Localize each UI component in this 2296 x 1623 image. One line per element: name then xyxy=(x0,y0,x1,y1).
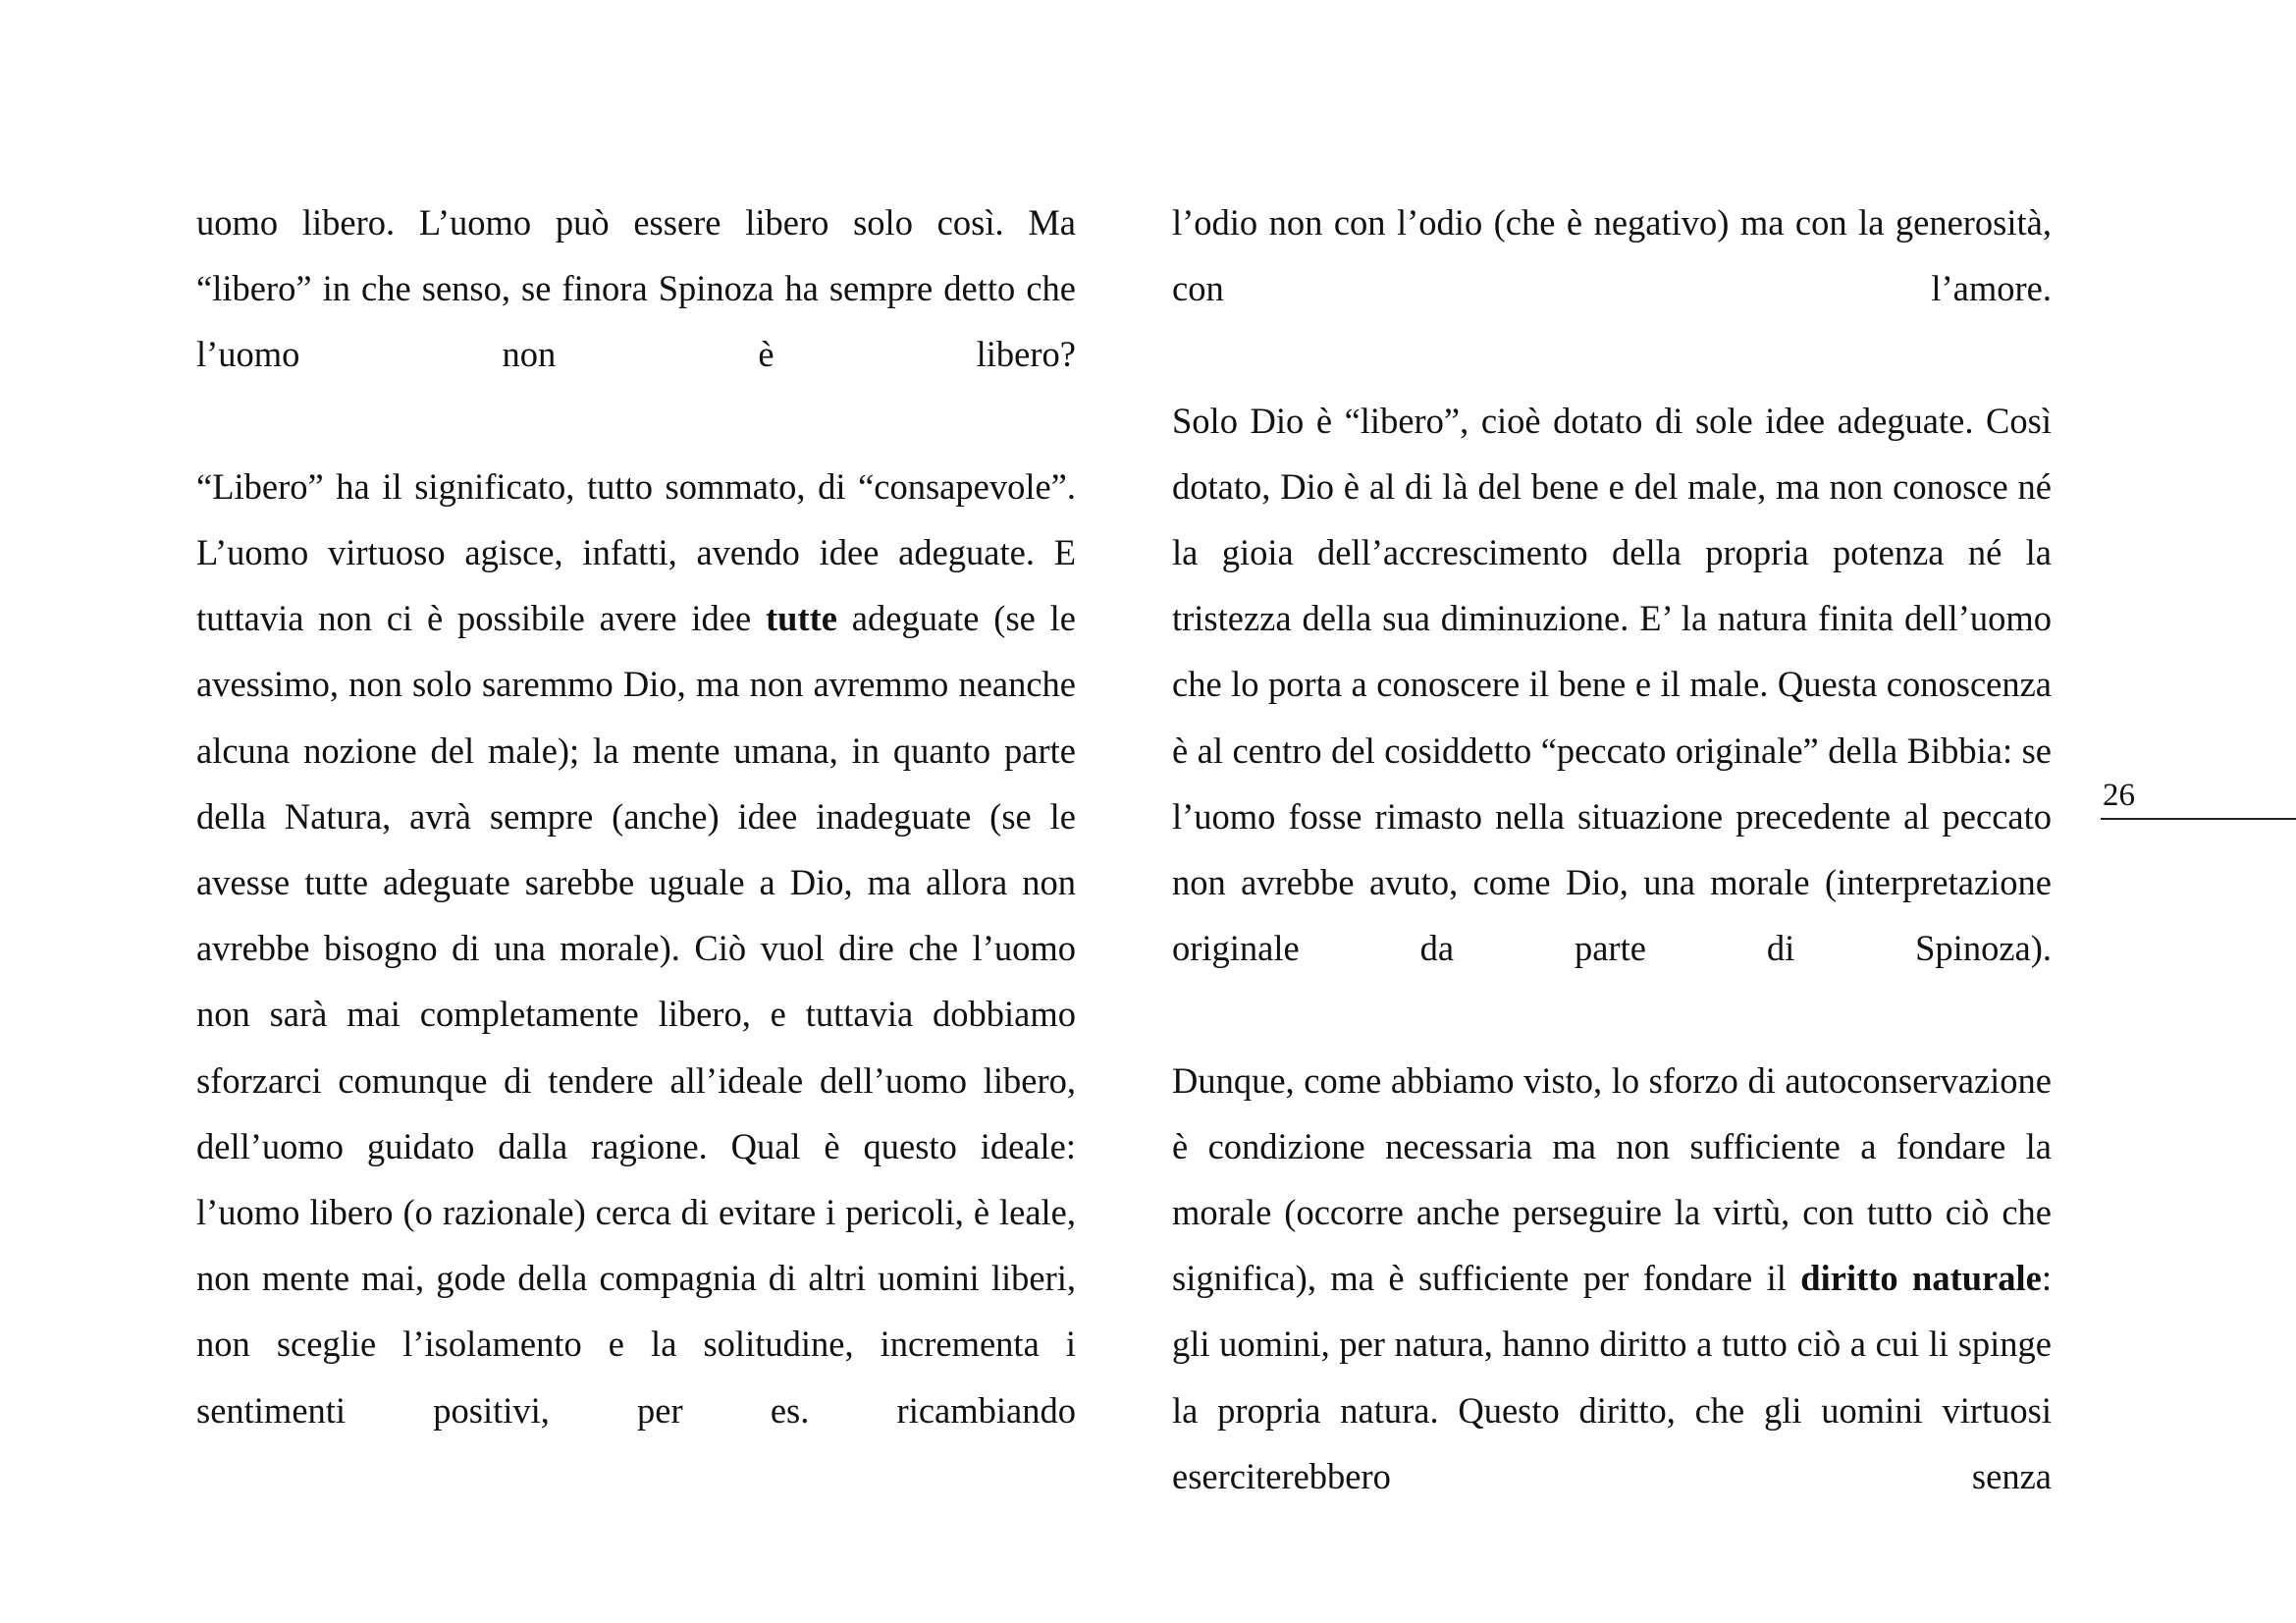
paragraph xyxy=(1172,388,2052,1048)
paragraph-text: : gli uomini, per natura, hanno diritto a tutto ciò a cui li spinge la propria natura. Questo diritto, che gli uomini virtuosi eserciterebbero senza xyxy=(1172,1258,2052,1496)
paragraph-text: Solo Dio è “libero”, cioè dotato di sole idee adeguate. Così dotato, Dio è al di là del bene e del male, ma non conosce né la gioia dell’accrescimento della propria potenza né la tristezza della sua diminuzione. E’ la natura finita dell’uomo che lo porta a conoscere il bene e il male. Questa conoscenza è al centro del cosiddetto “peccato originale” della Bibbia: se l’uomo fosse rimasto nella situazione precedente al peccato non avrebbe avuto, come Dio, una morale (interpretazione originale da parte di Spinoza). xyxy=(1172,400,2052,969)
paragraph-text: uomo libero. L’uomo può essere libero solo così. Ma “libero” in che senso, se finora Spinoza ha sempre detto che l’uomo non è libero? xyxy=(196,202,1076,375)
paragraph xyxy=(196,454,1076,1443)
right-text-column xyxy=(1172,189,2052,1509)
page-number: 26 xyxy=(2103,778,2135,813)
paragraph xyxy=(1172,1048,2052,1509)
paragraph xyxy=(1172,189,2052,388)
paragraph-text: “Libero” ha il significato, tutto sommato, di “consapevole”. L’uomo virtuoso agisce, infatti, avendo idee adeguate. E tuttavia non ci è possibile avere idee xyxy=(196,465,1076,639)
bold-emphasis: tutte xyxy=(766,598,837,639)
paragraph xyxy=(196,189,1076,454)
left-text-column xyxy=(196,189,1076,1443)
paragraph-text: Dunque, come abbiamo visto, lo sforzo di autoconservazione è condizione necessaria ma non sufficiente a fondare la morale (occorre anche perseguire la virtù, con tutto ciò che significa), ma è sufficiente per fondare il xyxy=(1172,1059,2052,1299)
paragraph-text: l’odio non con l’odio (che è negativo) ma con la generosità, con l’amore. xyxy=(1172,202,2052,309)
paragraph-text: adeguate (se le avessimo, non solo saremmo Dio, ma non avremmo neanche alcuna nozione del male); la mente umana, in quanto parte della Natura, avrà sempre (anche) idee inadeguate (se le avesse tutte adeguate sarebbe uguale a Dio, ma allora non avrebbe bisogno di una morale). Ciò vuol dire che l’uomo non sarà mai completamente libero, e tuttavia dobbiamo sforzarci comunque di tendere all’ideale dell’uomo libero, dell’uomo guidato dalla ragione. Qual è questo ideale: l’uomo libero (o razionale) cerca di evitare i pericoli, è leale, non mente mai, gode della compagnia di altri uomini liberi, non sceglie l’isolamento e la solitudine, incrementa i sentimenti positivi, per es. ricambiando xyxy=(196,598,1077,1431)
bold-emphasis: diritto naturale xyxy=(1800,1258,2042,1299)
page-number-rule xyxy=(2101,818,2296,820)
